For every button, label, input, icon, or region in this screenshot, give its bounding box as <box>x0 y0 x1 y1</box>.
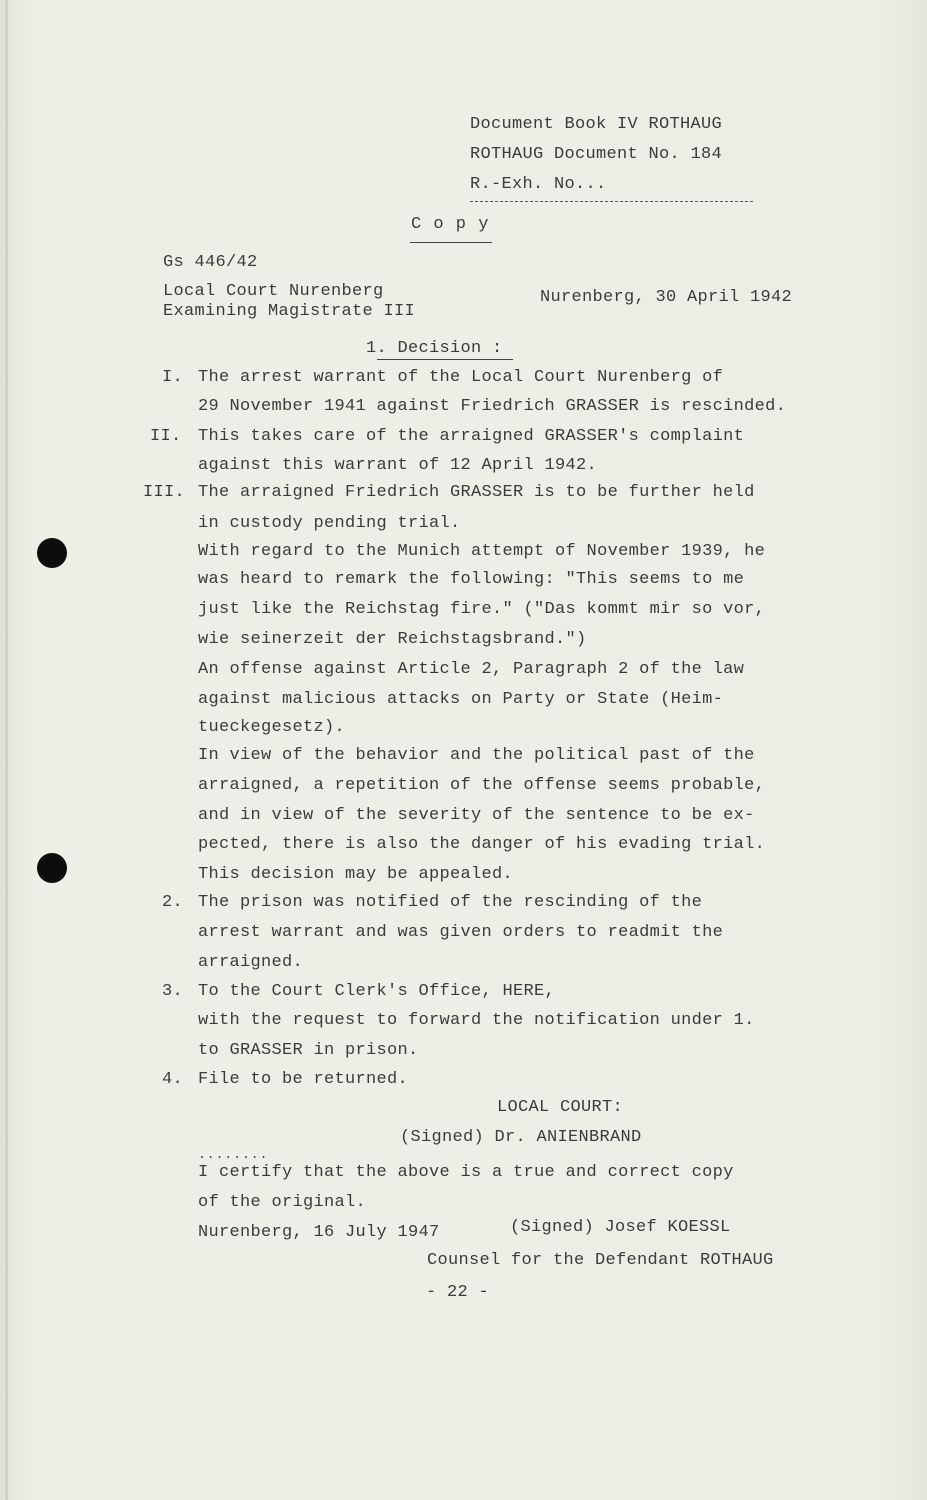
item-iii-line: With regard to the Munich attempt of November 1939, he <box>198 542 766 561</box>
certification-place-date: Nurenberg, 16 July 1947 <box>198 1223 440 1242</box>
item-i-line: 29 November 1941 against Friedrich GRASSER is rescinded. <box>198 397 787 416</box>
local-court-label: LOCAL COURT: <box>497 1098 624 1117</box>
item-iii-line: The arraigned Friedrich GRASSER is to be further held <box>198 483 755 502</box>
item-ii-line: against this warrant of 12 April 1942. <box>198 456 598 475</box>
place-date: Nurenberg, 30 April 1942 <box>540 288 793 307</box>
page-fold-shadow <box>5 0 8 1500</box>
item-4-line: File to be returned. <box>198 1070 409 1089</box>
punch-hole <box>37 853 67 883</box>
item-3-number: 3. <box>162 982 184 1001</box>
judge-signature: (Signed) Dr. ANIENBRAND <box>400 1128 642 1147</box>
item-ii-number: II. <box>150 427 182 446</box>
page-number: - 22 - <box>426 1283 490 1302</box>
decision-title: 1. Decision : <box>366 339 503 358</box>
file-number: Gs 446/42 <box>163 253 258 272</box>
item-iii-line: arraigned, a repetition of the offense seems probable, <box>198 776 766 795</box>
item-iii-line: in custody pending trial. <box>198 514 461 533</box>
item-i-number: I. <box>162 368 184 387</box>
item-iii-line: wie seinerzeit der Reichstagsbrand.") <box>198 630 587 649</box>
item-3-line: to GRASSER in prison. <box>198 1041 419 1060</box>
item-ii-line: This takes care of the arraigned GRASSER's complaint <box>198 427 745 446</box>
item-iii-line: tueckegesetz). <box>198 718 346 737</box>
item-iii-line: and in view of the severity of the sentence to be ex- <box>198 806 755 825</box>
header-document-number: ROTHAUG Document No. 184 <box>470 145 723 164</box>
item-iii-line: against malicious attacks on Party or State (Heim- <box>198 690 724 709</box>
copy-label: C o p y <box>411 215 490 234</box>
court-name: Local Court Nurenberg <box>163 282 384 301</box>
punch-hole <box>37 538 67 568</box>
item-2-line: arraigned. <box>198 953 304 972</box>
header-exhibit-number: R.-Exh. No... <box>470 175 607 194</box>
item-i-line: The arrest warrant of the Local Court Nurenberg of <box>198 368 724 387</box>
item-iii-line: An offense against Article 2, Paragraph 2 of the law <box>198 660 745 679</box>
separator-dots: ........ <box>198 1147 269 1162</box>
item-iii-line: was heard to remark the following: "This seems to me <box>198 570 745 589</box>
item-3-line: To the Court Clerk's Office, HERE, <box>198 982 556 1001</box>
decision-title-underline <box>377 359 513 360</box>
item-2-line: arrest warrant and was given orders to readmit the <box>198 923 724 942</box>
item-4-number: 4. <box>162 1070 184 1089</box>
counsel-role: Counsel for the Defendant ROTHAUG <box>427 1251 774 1270</box>
certification-line: I certify that the above is a true and correct copy <box>198 1163 734 1182</box>
item-3-line: with the request to forward the notification under 1. <box>198 1011 755 1030</box>
certification-line: of the original. <box>198 1193 367 1212</box>
item-2-number: 2. <box>162 893 184 912</box>
copy-underline <box>410 242 492 243</box>
item-iii-line: just like the Reichstag fire." ("Das kommt mir so vor, <box>198 600 766 619</box>
item-iii-line: pected, there is also the danger of his evading trial. <box>198 835 766 854</box>
item-iii-line: In view of the behavior and the political past of the <box>198 746 755 765</box>
item-iii-line: This decision may be appealed. <box>198 865 514 884</box>
examining-magistrate: Examining Magistrate III <box>163 302 416 321</box>
item-2-line: The prison was notified of the rescinding of the <box>198 893 703 912</box>
header-underline <box>470 201 753 202</box>
item-iii-number: III. <box>143 483 186 502</box>
counsel-signature: (Signed) Josef KOESSL <box>510 1218 731 1237</box>
header-document-book: Document Book IV ROTHAUG <box>470 115 723 134</box>
